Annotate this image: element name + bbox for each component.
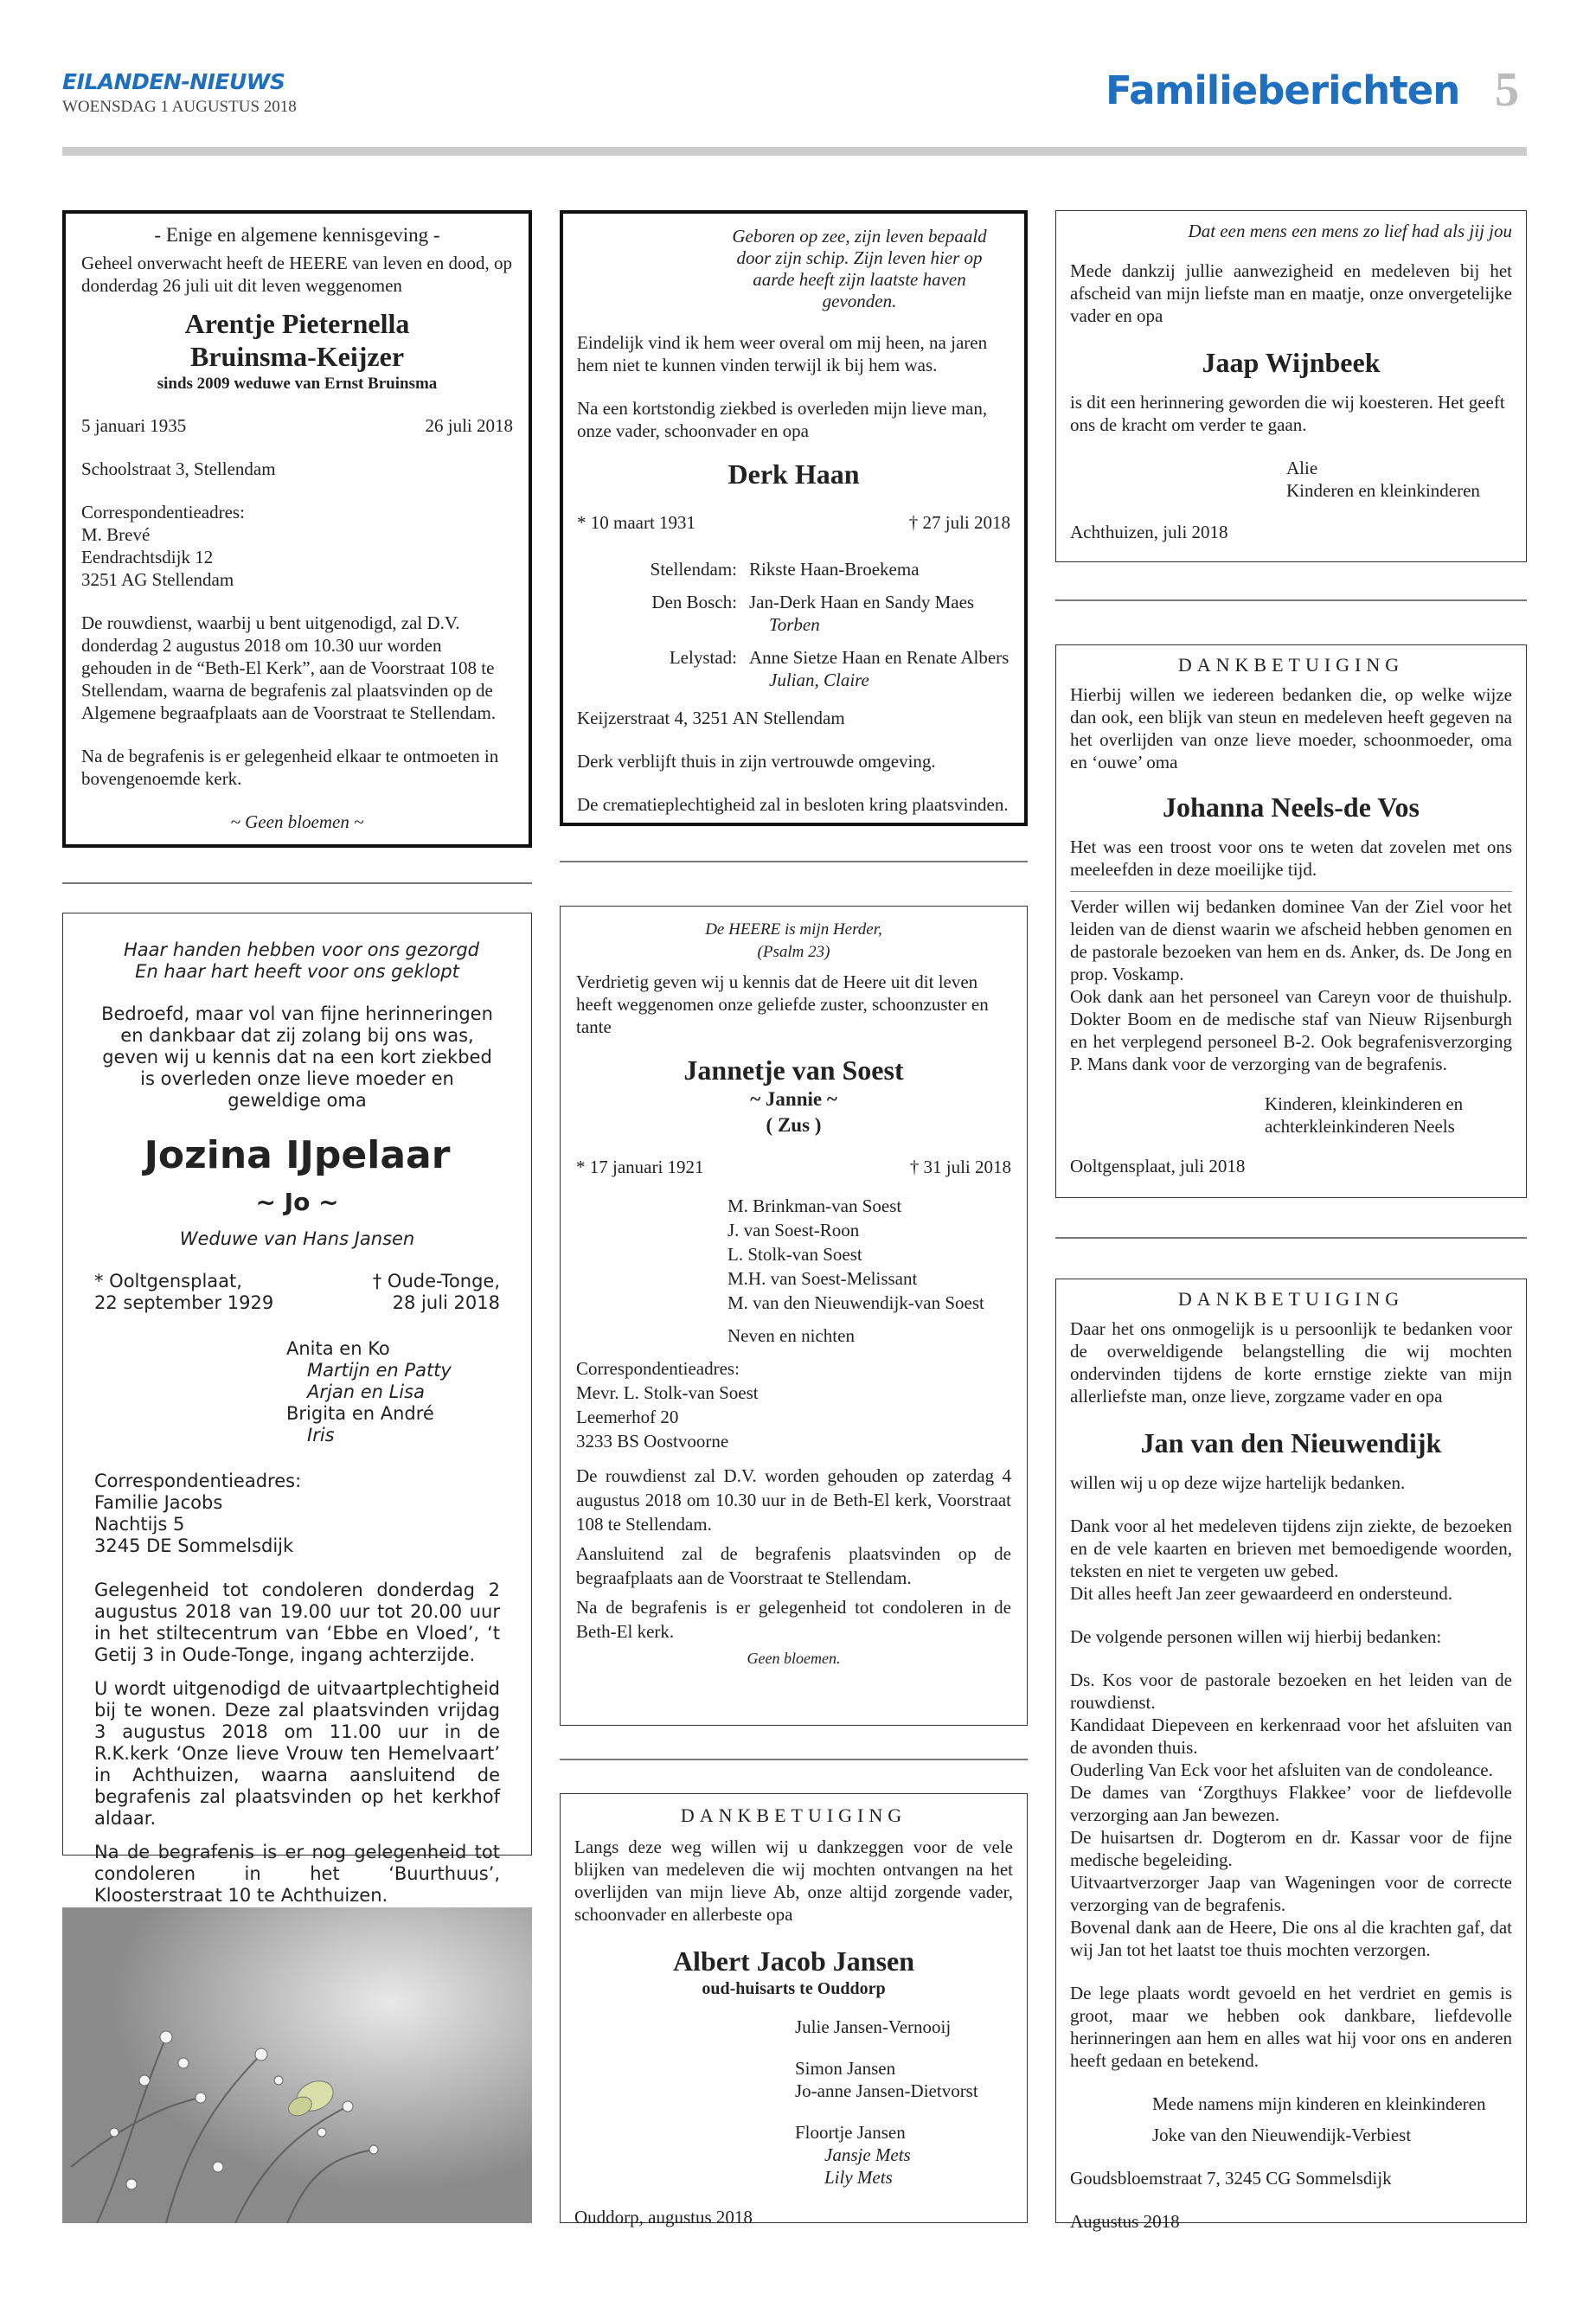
dankbetuiging-heading: DANKBETUIGING xyxy=(1177,654,1405,676)
correspondence-label: Correspondentieadres: xyxy=(81,502,245,522)
dankbetuiging-heading: DANKBETUIGING xyxy=(680,1804,907,1826)
no-flowers: ~ Geen bloemen ~ xyxy=(230,811,364,832)
dankbetuiging-heading: DANKBETUIGING xyxy=(1177,1288,1405,1310)
notice-intro: Bedroefd, maar vol van fijne herinneringen en dankbaar dat zij zolang bij ons was, geven wij u kennis dat na een kort ziekbed is overleden onze lieve moeder en geweldige oma xyxy=(101,1003,493,1111)
grandchild: Lily Mets xyxy=(824,2167,893,2188)
signature: achterkleinkinderen Neels xyxy=(1265,1116,1455,1137)
thanks-line: Uitvaartverzorger Jaap van Wageningen voor de correcte verzorging van de begrafenis. xyxy=(1070,1872,1512,1915)
notice-nieuwendijk xyxy=(1055,1279,1527,2232)
birth-date: * 17 januari 1921 xyxy=(576,1157,704,1177)
death-date: † 31 juli 2018 xyxy=(909,1157,1011,1177)
header-rule xyxy=(62,147,1527,156)
notice-text: De volgende personen willen wij hierbij bedanken: xyxy=(1070,1626,1442,1647)
divider xyxy=(560,861,1028,862)
notice-intro: Daar het ons onmogelijk is u persoonlijk te bedanken voor de overweldigende belangstelling die wij mochten ondervinden tijdens de korte ernstige ziekte van mijn allerliefste man, onze lieve, zorgzame vader en opa xyxy=(1070,1318,1512,1407)
home-address: Goudsbloemstraat 7, 3245 CG Sommelsdijk xyxy=(1070,2168,1392,2189)
notice-intro: Verdrietig geven wij u kennis dat de Heere uit dit leven heeft weggenomen onze geliefde zuster, schoonzuster en tante xyxy=(576,971,989,1037)
deceased-name: Jozina IJpelaar xyxy=(144,1133,451,1177)
family-member: Jan-Derk Haan en Sandy Maes xyxy=(749,592,975,612)
service-info: U wordt uitgenodigd de uitvaartplechtigheid bij te wonen. Deze zal plaatsvinden vrijdag 3 augustus 2018 om 11.00 uur in de R.K.kerk ‘Onze lieve Vrouw ten Hemelvaart’ in Achthuizen, waarna aansluitend de begrafenis zal plaatsvinden op het kerkhof aldaar. xyxy=(94,1678,500,1829)
notice-text: Verder willen wij bedanken dominee Van der Ziel voor het leiden van de dienst waarin we afscheid hebben genomen en de pastorale bezoeken van hem en ds. Anker, ds. De Jong en prop. Voskamp. xyxy=(1070,896,1512,984)
notice-van-soest xyxy=(560,906,1028,1726)
service-info: De rouwdienst, waarbij u bent uitgenodigd, zal D.V. donderdag 2 augustus 2018 om 10.30 uur worden gehouden in de “Beth-El Kerk”, aan de Voorstraat 108 te Stellendam, waarna de begrafenis zal plaatsvinden op de Algemene begraafplaats aan de Voorstraat te Stellendam. xyxy=(81,612,497,723)
family-member: M. Brinkman-van Soest xyxy=(727,1195,902,1216)
family-member: Rikste Haan-Broekema xyxy=(749,559,920,580)
verse-line: En haar hart heeft voor ons geklopt xyxy=(135,961,459,982)
deceased-name: Arentje Pieternella xyxy=(184,308,410,339)
cremation-info: De crematieplechtigheid zal in besloten kring plaatsvinden. xyxy=(577,794,1009,815)
verse: Geboren op zee, zijn leven bepaald door zijn schip. Zijn leven hier op aarde heeft zijn laatste haven gevonden. xyxy=(732,226,987,311)
family-member: M.H. van Soest-Melissant xyxy=(727,1268,918,1289)
flower-photo xyxy=(62,1907,532,2223)
gathering-info: Na de begrafenis is er nog gelegenheid tot condoleren in het ‘Buurthuus’, Kloosterstraat 10 te Achthuizen. xyxy=(94,1842,500,1906)
birth-date: 5 januari 1935 xyxy=(81,415,187,436)
divider xyxy=(1055,599,1527,601)
divider xyxy=(1055,1237,1527,1239)
grandchild: Julian, Claire xyxy=(769,670,869,690)
grandchild: Jansje Mets xyxy=(824,2144,911,2165)
family-place: Den Bosch: xyxy=(651,592,737,612)
thanks-line: Ds. Kos voor de pastorale bezoeken en het leiden van de rouwdienst. xyxy=(1070,1670,1512,1713)
verse: Dat een mens een mens zo lief had als jij jou xyxy=(1188,221,1512,241)
widow-line: Weduwe van Hans Jansen xyxy=(179,1228,415,1249)
signature: Kinderen en kleinkinderen xyxy=(1286,480,1480,501)
notice-jansen xyxy=(560,1793,1028,2227)
notice-intro: Geheel onverwacht heeft de HEERE van leven en dood, op donderdag 26 juli uit dit leven weggenomen xyxy=(81,253,512,296)
deceased-name: Albert Jacob Jansen xyxy=(672,1945,915,1977)
correspondence-line: 3245 DE Sommelsdijk xyxy=(94,1535,294,1556)
correspondence-line: 3251 AG Stellendam xyxy=(81,569,234,590)
family-member: L. Stolk-van Soest xyxy=(727,1244,862,1265)
place-date: Ooltgensplaat, juli 2018 xyxy=(1070,1156,1246,1176)
correspondence-line: Familie Jacobs xyxy=(94,1492,223,1513)
death-date: 28 juli 2018 xyxy=(392,1292,500,1313)
grandchild: Iris xyxy=(307,1425,335,1445)
verse-line: Haar handen hebben voor ons gezorgd xyxy=(124,939,479,960)
correspondence-label: Correspondentieadres: xyxy=(94,1471,302,1491)
nickname: ~ Jo ~ xyxy=(255,1188,339,1216)
family-member: Brigita en André xyxy=(286,1403,434,1424)
correspondence-line: Mevr. L. Stolk-van Soest xyxy=(576,1382,759,1403)
family-member: Neven en nichten xyxy=(727,1325,855,1346)
signature: Kinderen, kleinkinderen en xyxy=(1265,1093,1464,1114)
place-date: Achthuizen, juli 2018 xyxy=(1070,522,1228,542)
notice-heading: - Enige en algemene kennisgeving - xyxy=(154,224,440,246)
signature: Joke van den Nieuwendijk-Verbiest xyxy=(1152,2125,1412,2145)
place-date: Ouddorp, augustus 2018 xyxy=(574,2207,753,2227)
death-place: † Oude-Tonge, xyxy=(372,1271,500,1292)
notice-neels xyxy=(1055,644,1527,1198)
page-number: 5 xyxy=(1495,63,1519,117)
nickname: ( Zus ) xyxy=(766,1114,822,1136)
home-address: Schoolstraat 3, Stellendam xyxy=(81,458,276,479)
birth-date: * 10 maart 1931 xyxy=(577,512,696,533)
notice-intro: Mede dankzij jullie aanwezigheid en medeleven bij het afscheid van mijn liefste man en maatje, onze onvergetelijke vader en opa xyxy=(1070,260,1512,326)
family-member: Anne Sietze Haan en Renate Albers xyxy=(749,647,1010,668)
divider xyxy=(560,1759,1028,1760)
notice-bruinsma xyxy=(62,210,532,848)
correspondence-line: Eendrachtsdijk 12 xyxy=(81,547,214,567)
grandchild: Arjan en Lisa xyxy=(307,1381,425,1402)
notice-text: willen wij u op deze wijze hartelijk bedanken. xyxy=(1070,1472,1406,1493)
deceased-name: Jaap Wijnbeek xyxy=(1202,347,1381,378)
thanks-line: De huisartsen dr. Dogterom en dr. Kassar voor de fijne medische begeleiding. xyxy=(1070,1827,1512,1870)
family-member: Simon Jansen xyxy=(795,2058,896,2079)
masthead-logo: EILANDEN-NIEUWS xyxy=(62,69,285,94)
correspondence-line: 3233 BS Oostvoorne xyxy=(576,1431,729,1452)
grandchild: Martijn en Patty xyxy=(307,1360,452,1381)
family-member: Floortje Jansen xyxy=(795,2122,906,2143)
notice-ijpelaar xyxy=(62,913,532,1906)
notice-intro: Hierbij willen we iedereen bedanken die, op welke wijze dan ook, een blijk van steun en medeleven heeft gegeven na het overlijden van onze lieve moeder, schoonmoeder, oma en ‘ouwe’ oma xyxy=(1070,684,1512,772)
family-place: Lelystad: xyxy=(669,647,737,668)
notice-text: Derk verblijft thuis in zijn vertrouwde omgeving. xyxy=(577,751,936,772)
notice-intro: Na een kortstondig ziekbed is overleden mijn lieve man, onze vader, schoonvader en opa xyxy=(577,398,988,441)
service-info: De rouwdienst zal D.V. worden gehouden op zaterdag 4 augustus 2018 om 10.30 uur in de Beth-El kerk, Voorstraat 108 te Stellendam. xyxy=(576,1465,1011,1535)
thanks-line: Bovenal dank aan de Heere, Die ons al die krachten gaf, dat wij Jan tot het laatst toe thuis mochten verzorgen. xyxy=(1070,1917,1512,1960)
notice-wijnbeek xyxy=(1055,210,1527,562)
birth-place: * Ooltgensplaat, xyxy=(94,1271,242,1292)
verse-line: (Psalm 23) xyxy=(757,943,830,961)
notice-text: is dit een herinnering geworden die wij koesteren. Het geeft ons de kracht om verder te gaan. xyxy=(1070,392,1505,435)
deceased-name: Derk Haan xyxy=(727,458,860,490)
no-flowers: Geen bloemen. xyxy=(747,1650,841,1667)
notice-text: Dank voor al het medeleven tijdens zijn ziekte, de bezoeken en de vele kaarten en brieven met bemoedigende woorden, teksten en niet te vergeten uw gebed. xyxy=(1070,1516,1512,1581)
family-place: Stellendam: xyxy=(650,559,737,580)
family-member: Anita en Ko xyxy=(286,1338,390,1359)
issue-date: WOENSDAG 1 AUGUSTUS 2018 xyxy=(62,98,297,116)
occupation: oud-huisarts te Ouddorp xyxy=(702,1979,886,1998)
thanks-line: De dames van ‘Zorgthuys Flakkee’ voor de liefdevolle verzorging aan Jan bewezen. xyxy=(1070,1782,1512,1825)
correspondence-line: M. Brevé xyxy=(81,524,151,545)
correspondence-label: Correspondentieadres: xyxy=(576,1358,740,1379)
death-date: 26 juli 2018 xyxy=(425,415,513,436)
section-title: Familieberichten xyxy=(1106,67,1460,113)
notice-intro: Langs deze weg willen wij u dankzeggen voor de vele blijken van medeleven die wij mochten ontvangen na het overlijden van mijn lieve Ab, onze altijd zorgende vader, schoonvader en allerbeste opa xyxy=(574,1836,1013,1925)
burial-info: Aansluitend zal de begrafenis plaatsvinden op de begraafplaats aan de Voorstraat te Stellendam. xyxy=(576,1543,1011,1588)
correspondence-line: Leemerhof 20 xyxy=(576,1407,679,1427)
correspondence-line: Nachtijs 5 xyxy=(94,1514,185,1535)
divider xyxy=(62,882,532,884)
thanks-line: Kandidaat Diepeveen en kerkenraad voor het afsluiten van de avonden thuis. xyxy=(1070,1715,1512,1758)
thanks-line: Ouderling Van Eck voor het afsluiten van de condoleance. xyxy=(1070,1759,1493,1780)
family-member: M. van den Nieuwendijk-van Soest xyxy=(727,1292,984,1313)
deceased-name: Jannetje van Soest xyxy=(683,1054,904,1086)
notice-text: De lege plaats wordt gevoeld en het verdriet en gemis is groot, maar we hebben ook dankbare, liefdevolle herinneringen aan hem en alles wat hij voor ons en anderen heeft gedaan en betekend. xyxy=(1070,1983,1512,2071)
notice-text: Dit alles heeft Jan zeer gewaardeerd en ondersteund. xyxy=(1070,1583,1452,1604)
signature: Mede namens mijn kinderen en kleinkinderen xyxy=(1152,2093,1486,2114)
verse-line: De HEERE is mijn Herder, xyxy=(705,920,882,939)
deceased-name: Johanna Neels-de Vos xyxy=(1163,792,1420,823)
death-date: † 27 juli 2018 xyxy=(908,512,1010,533)
notice-text: Het was een troost voor ons te weten dat zovelen met ons meeleefden in deze moeilijke tijd. xyxy=(1070,836,1512,880)
family-member: J. van Soest-Roon xyxy=(727,1220,860,1240)
gathering-info: Na de begrafenis is er gelegenheid elkaar te ontmoeten in bovengenoemde kerk. xyxy=(81,746,499,789)
family-member: Julie Jansen-Vernooij xyxy=(795,2016,952,2037)
notice-haan xyxy=(560,210,1028,826)
deceased-name: Jan van den Nieuwendijk xyxy=(1140,1427,1442,1458)
grandchild: Torben xyxy=(769,614,820,635)
home-address: Keijzerstraat 4, 3251 AN Stellendam xyxy=(577,708,845,728)
widow-line: sinds 2009 weduwe van Ernst Bruinsma xyxy=(157,375,438,393)
gathering-info: Na de begrafenis is er gelegenheid tot condoleren in de Beth-El kerk. xyxy=(576,1597,1011,1642)
notice-text: Eindelijk vind ik hem weer overal om mij heen, na jaren hem niet te kunnen vinden terwijl ik bij hem was. xyxy=(577,332,988,375)
deceased-surname: Bruinsma-Keijzer xyxy=(189,341,405,372)
inner-divider xyxy=(1070,891,1512,892)
place-date: Augustus 2018 xyxy=(1070,2211,1180,2232)
family-member: Jo-anne Jansen-Dietvorst xyxy=(795,2080,978,2101)
birth-date: 22 september 1929 xyxy=(94,1292,274,1313)
flower-photo-graphic xyxy=(62,1907,532,2223)
nickname: ~ Jannie ~ xyxy=(750,1088,837,1110)
condolence-info: Gelegenheid tot condoleren donderdag 2 augustus 2018 van 19.00 uur tot 20.00 uur in het stiltecentrum van ‘Ebbe en Vloed’, ‘t Getij 3 in Oude-Tonge, ingang achterzijde. xyxy=(94,1580,500,1665)
notice-text: Ook dank aan het personeel van Careyn voor de thuishulp. Dokter Boom en de medische staf van Nieuw Rijsenburgh en het verplegend personeel B-2. Ook begrafenisverzorging P. Mans dank voor de verzorging van de begrafenis. xyxy=(1070,986,1512,1074)
signature: Alie xyxy=(1286,458,1318,478)
